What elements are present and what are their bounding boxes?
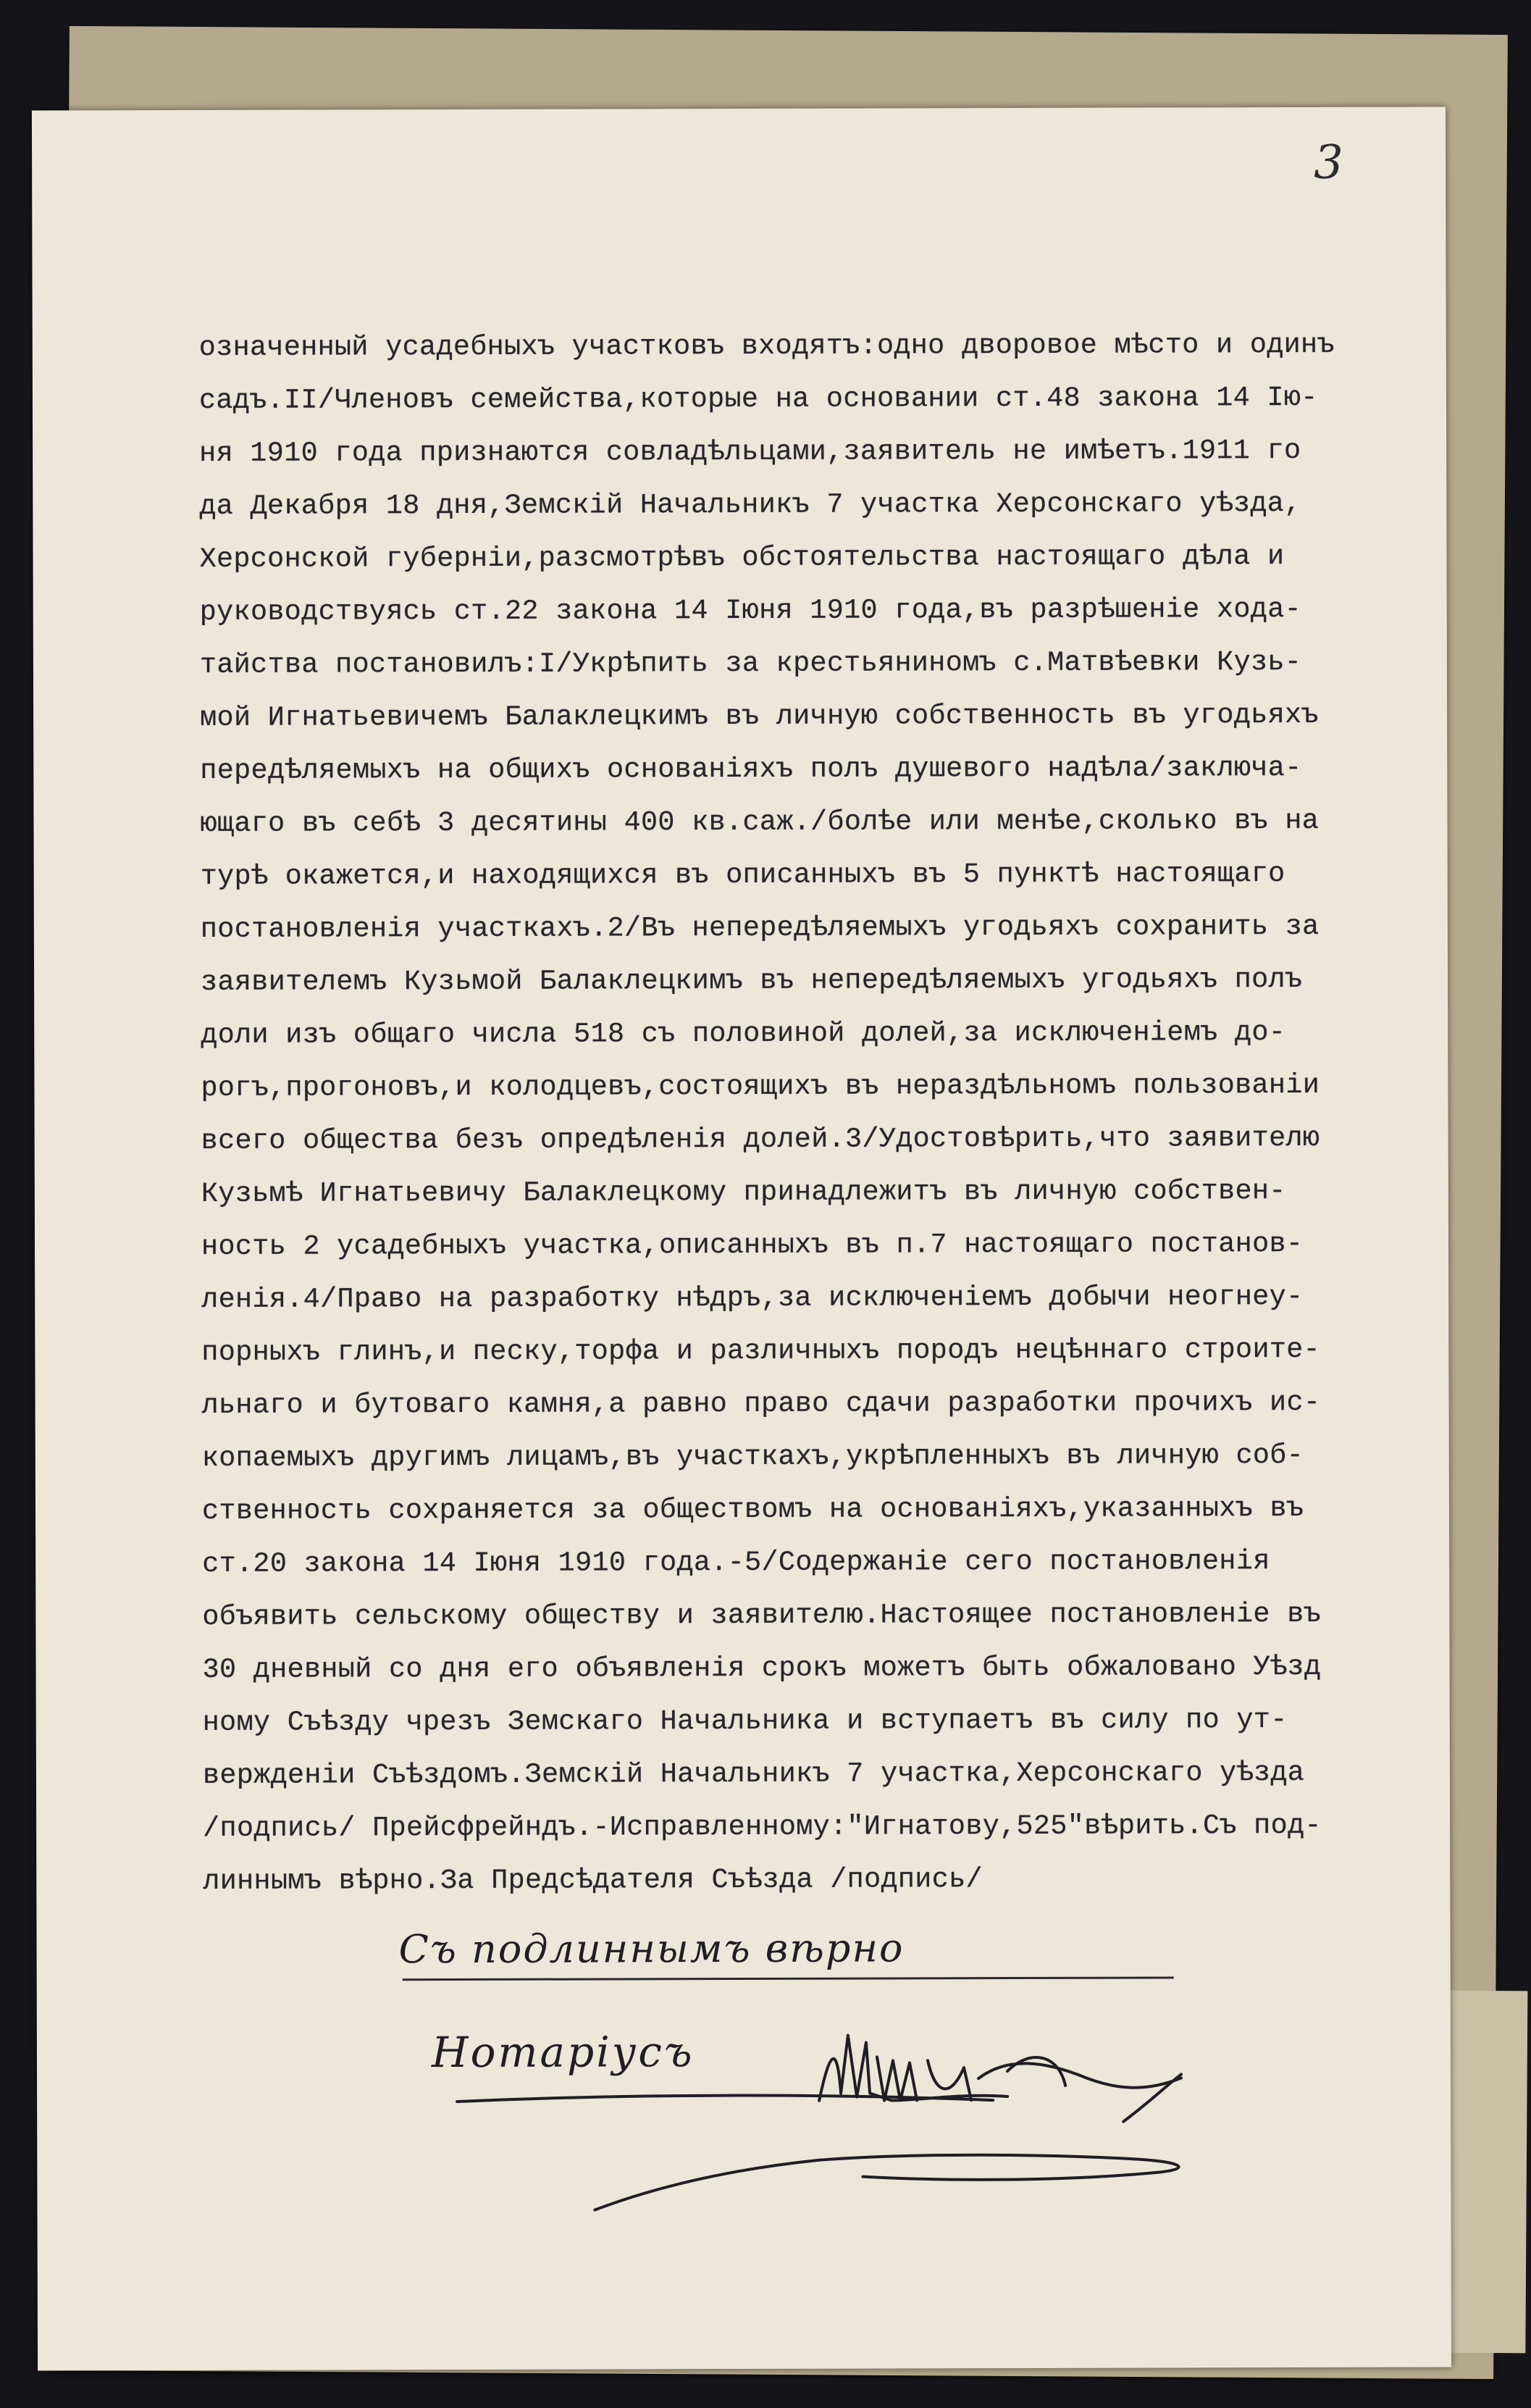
text-line: порныхъ глинъ,и песку,торфа и различныхъ породъ нецѣннаго строите- — [201, 1333, 1321, 1368]
text-line: объявить сельскому обществу и заявителю.Настоящее постановленiе въ — [202, 1597, 1322, 1633]
text-line: линнымъ вѣрно.За Предсѣдателя Съѣзда /подпись/ — [203, 1863, 983, 1897]
typed-body-text — [199, 319, 1391, 1908]
text-line: /подпись/ Прейсфрейндъ.-Исправленному:"Игнатову,525"вѣрить.Съ под- — [203, 1809, 1322, 1844]
text-line: всего общества безъ опредѣленiя долей.3/Удостовѣрить,что заявителю — [201, 1121, 1320, 1157]
text-line: копаемыхъ другимъ лицамъ,въ участкахъ,укрѣпленныхъ въ личную соб- — [201, 1439, 1304, 1474]
text-line: означенный усадебныхъ участковъ входятъ:одно дворовое мѣсто и одинъ — [198, 328, 1335, 364]
text-line: ному Съѣзду чрезъ Земскаго Начальника и вступаетъ въ силу по ут- — [202, 1704, 1288, 1739]
text-line: постановленiя участкахъ.2/Въ непередѣляемыхъ угодьяхъ сохранить за — [200, 910, 1320, 945]
text-line: Херсонской губернiи,разсмотрѣвъ обстоятельства настоящаго дѣла и — [199, 540, 1285, 575]
text-line: ст.20 закона 14 Іюня 1910 года.-5/Содержанiе сего постановленiя — [202, 1545, 1270, 1580]
text-line: доли изъ общаго числа 518 съ половиной долей,за исключенiемъ до- — [201, 1016, 1286, 1051]
text-line: турѣ окажется,и находящихся въ описанныхъ въ 5 пунктѣ настоящаго — [200, 858, 1285, 892]
document-page — [32, 106, 1451, 2370]
text-line: передѣляемыхъ на общихъ основанiяхъ полъ душевого надѣла/заключа- — [200, 751, 1302, 787]
certification-note: Съ подлиннымъ вѣрно — [398, 1925, 905, 1973]
text-line: ющаго въ себѣ 3 десятины 400 кв.саж./болѣе или менѣе,сколько въ на — [200, 804, 1320, 840]
text-line: да Декабря 18 дня,Земскiй Начальникъ 7 участка Херсонскаго уѣзда, — [199, 487, 1301, 522]
text-line: заявителемъ Кузьмой Балаклецкимъ въ непередѣляемыхъ угодьяхъ полъ — [201, 963, 1303, 998]
notary-title: Нотарiусъ — [431, 2027, 695, 2078]
text-line: 30 дневный со дня его объявленiя срокъ можетъ быть обжаловано Уѣзд — [202, 1650, 1322, 1686]
text-line: Кузьмѣ Игнатьевичу Балаклецкому принадлежитъ въ личную собствен- — [201, 1175, 1286, 1210]
text-line: льнаго и бутоваго камня,а равно право сдачи разработки прочихъ ис- — [201, 1386, 1321, 1421]
text-line: вержденiи Съѣздомъ.Земскiй Начальникъ 7 участка,Херсонскаго уѣзда — [202, 1756, 1305, 1792]
text-line: садъ.II/Членовъ семейства,которые на основании ст.48 закона 14 Ію- — [198, 381, 1318, 417]
text-line: ня 1910 года признаются совладѣльцами,заявитель не имѣетъ.1911 го — [199, 434, 1301, 469]
text-line: руководствуясь ст.22 закона 14 Іюня 1910 года,въ разрѣшенiе хода- — [199, 593, 1302, 628]
text-line: мой Игнатьевичемъ Балаклецкимъ въ личную собственность въ угодьяхъ — [200, 698, 1319, 734]
text-line: ственность сохраняется за обществомъ на основанiяхъ,указанныхъ въ — [201, 1492, 1304, 1527]
certification-underline — [403, 1976, 1174, 1981]
text-line: тайства постановилъ:I/Укрѣпить за крестьяниномъ с.Матвѣевки Кузь- — [199, 645, 1302, 681]
text-line: ленiя.4/Право на разработку нѣдръ,за исключенiемъ добычи неогнеу- — [201, 1280, 1304, 1316]
text-line: рогъ,прогоновъ,и колодцевъ,состоящихъ въ нераздѣльномъ пользованiи — [201, 1069, 1320, 1104]
text-line: ность 2 усадебныхъ участка,описанныхъ въ п.7 настоящаго постанов- — [201, 1227, 1304, 1263]
notary-signature — [414, 1991, 1356, 2297]
page-number: 3 — [1314, 135, 1343, 190]
